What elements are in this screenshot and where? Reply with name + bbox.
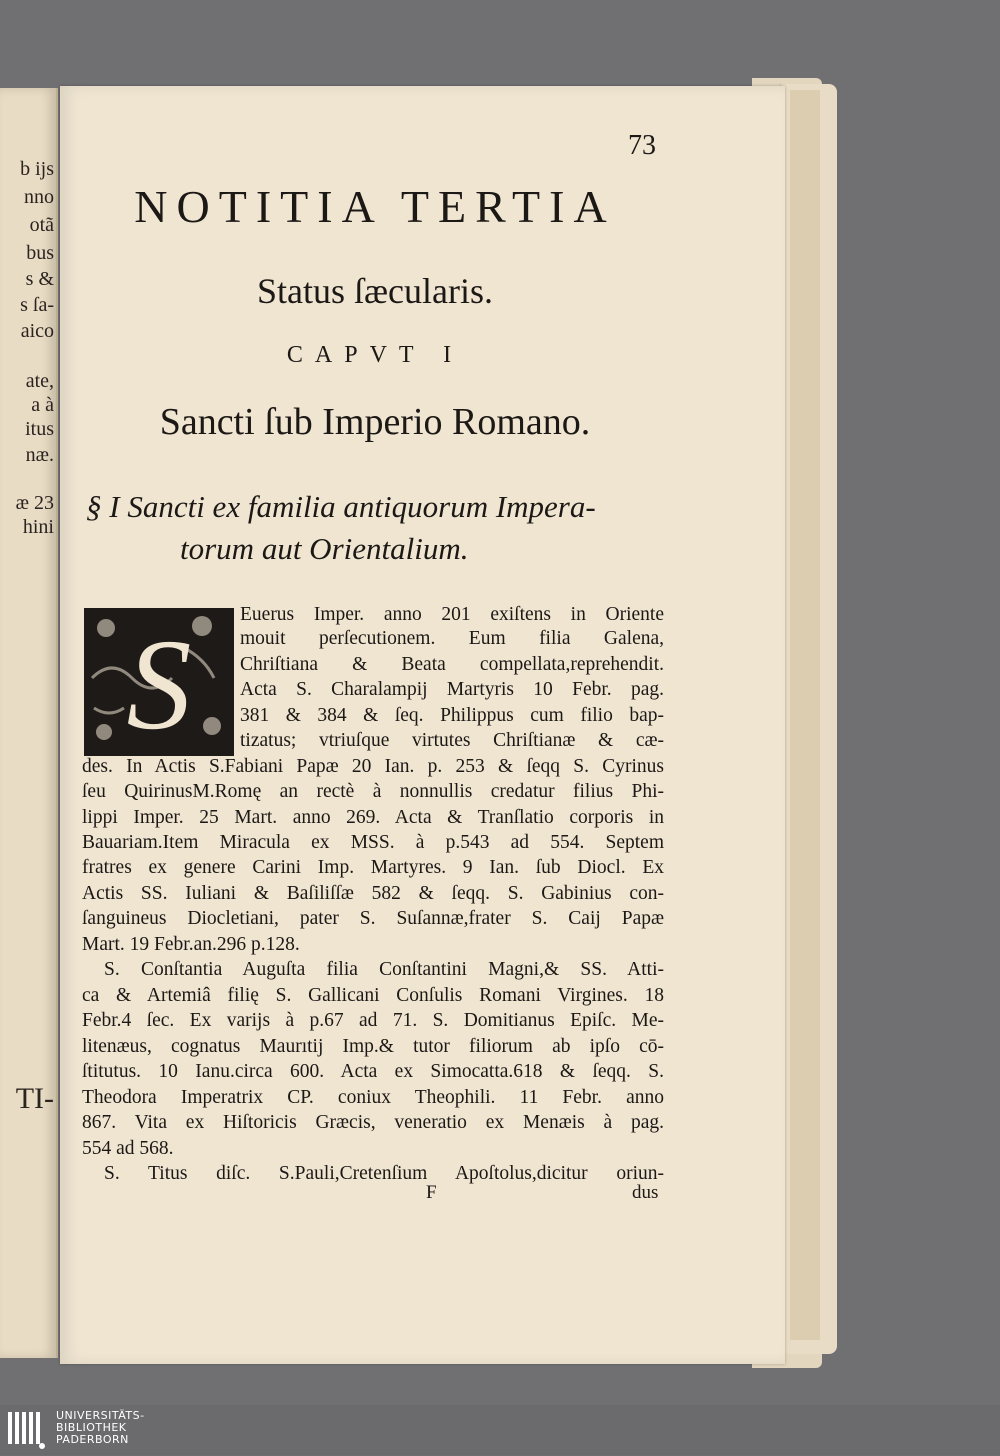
body-line: S. Titus diſc. S.Pauli,Cretenſium Apoſtolus,dicitur oriun- (104, 1163, 664, 1184)
signature-mark: F (426, 1182, 437, 1203)
left-fragment: æ 23 (15, 492, 54, 514)
library-name (56, 1410, 145, 1446)
left-fragment: ate, (25, 370, 54, 392)
body-line: Chriſtiana & Beata compellata,reprehendit. (240, 654, 664, 675)
body-line: des. In Actis S.Fabiani Papæ 20 Ian. p. 253 & ſeqq S. Cyrinus (82, 756, 664, 777)
body-line: mouit perſecutionem. Eum filia Galena, (240, 628, 664, 649)
page-number: 73 (628, 130, 656, 161)
body-line: Euerus Imper. anno 201 exiſtens in Oriente (240, 604, 664, 625)
body-line: litenæus, cognatus Maurıtij Imp.& tutor filiorum ab ipſo cō- (82, 1036, 664, 1057)
body-line: lippi Imper. 25 Mart. anno 269. Acta & Tranſlatio corporis in (82, 807, 664, 828)
initial-letter: S (126, 613, 192, 756)
left-fragment: næ. (25, 444, 54, 466)
body-line: S. Conſtantia Auguſta filia Conſtantini Magni,& SS. Atti- (104, 959, 664, 980)
left-page-edge (0, 88, 58, 1358)
body-line: Bauariam.Item Miracula ex MSS. à p.543 ad 554. Septem (82, 832, 664, 853)
body-line: Febr.4 ſec. Ex varijs à p.67 ad 71. S. Domitianus Epiſc. Me- (82, 1010, 664, 1031)
body-line: ſtitutus. 10 Ianu.circa 600. Acta ex Simocatta.618 & ſeqq. S. (82, 1061, 664, 1082)
body-line: Mart. 19 Febr.an.296 p.128. (82, 934, 300, 955)
body-line: 381 & 384 & ſeq. Philippus cum filio bap- (240, 705, 664, 726)
left-fragment: s ſa- (20, 294, 54, 316)
library-logo-icon (6, 1408, 46, 1452)
left-fragment: a à (31, 394, 54, 416)
left-fragment: aico (20, 320, 54, 342)
section-heading-line: torum aut Orientalium. (180, 531, 469, 566)
catchword: dus (632, 1182, 659, 1203)
body-line: fratres ex genere Carini Imp. Martyres. 9 Ian. ſub Diocl. Ex (82, 857, 664, 878)
body-line: ſanguineus Diocletiani, pater S. Suſannæ,frater S. Caij Papæ (82, 908, 664, 929)
body-line: ſeu QuirinusM.Romę an rectè à nonnullis credatur filius Phi- (82, 781, 664, 802)
left-fragment: s & (25, 268, 54, 290)
body-line: tizatus; vtriuſque virtutes Chriſtianæ & cæ- (240, 730, 664, 751)
body-line: ca & Artemiâ filię S. Gallicani Conſulis Romani Virgines. 18 (82, 985, 664, 1006)
library-footer (0, 1405, 1000, 1455)
left-fragment: b ijs (20, 158, 54, 180)
library-name-line: PADERBORN (56, 1433, 129, 1446)
section-heading (86, 486, 676, 570)
page-block-edge (790, 90, 820, 1340)
library-name-line: UNIVERSITÄTS- (56, 1409, 145, 1422)
left-fragment: bus (26, 242, 54, 264)
section-heading-line: § I Sancti ex familia antiquorum Impera- (86, 489, 596, 524)
library-name-line: BIBLIOTHEK (56, 1421, 127, 1434)
left-fragment: itus (25, 418, 54, 440)
left-fragment: otã (29, 214, 54, 236)
decorated-initial-icon (84, 608, 234, 756)
body-line: Actis SS. Iuliani & Baſiliſſæ 582 & ſeqq. S. Gabinius con- (82, 883, 664, 904)
left-fragment: hini (22, 516, 54, 538)
left-fragment: TI- (15, 1082, 54, 1115)
body-line: 867. Vita ex Hiſtoricis Græcis, veneratio ex Menæis à pag. (82, 1112, 664, 1133)
page-subtitle: Status ſæcularis. (257, 271, 493, 311)
left-fragment: nno (24, 186, 54, 208)
chapter-heading: CAPVT I (286, 342, 464, 368)
chapter-title: Sancti ſub Imperio Romano. (159, 401, 591, 443)
body-line: 554 ad 568. (82, 1138, 174, 1159)
body-line: Theodora Imperatrix CP. coniux Theophili. 11 Febr. anno (82, 1087, 664, 1108)
body-line: Acta S. Charalampij Martyris 10 Febr. pag. (240, 679, 664, 700)
page-title: NOTITIA TERTIA (134, 181, 616, 232)
